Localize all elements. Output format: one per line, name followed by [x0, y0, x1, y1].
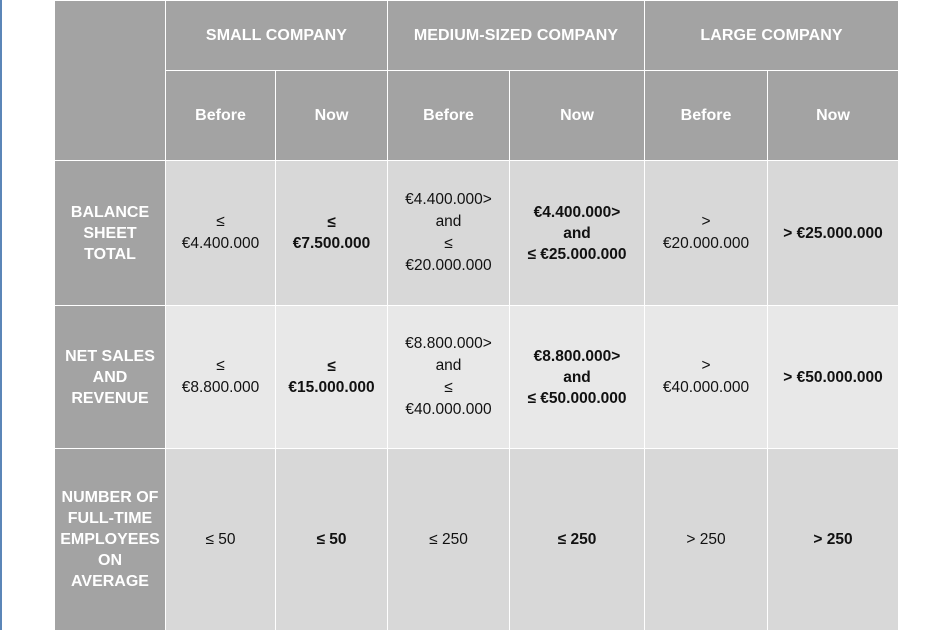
- group-header-large: LARGE COMPANY: [645, 1, 899, 71]
- cell-sales-medium-before: €8.800.000> and ≤ €40.000.000: [388, 306, 510, 449]
- cell-sales-large-now: > €50.000.000: [768, 306, 899, 449]
- subheader-row: [55, 71, 899, 161]
- cell-employees-large-before: > 250: [645, 449, 768, 631]
- row-balance-sheet: [55, 161, 899, 306]
- row-employees: [55, 449, 899, 631]
- row-label-balance-sheet: BALANCE SHEET TOTAL: [55, 161, 166, 306]
- cell-employees-medium-before: ≤ 250: [388, 449, 510, 631]
- cell-employees-medium-now: ≤ 250: [510, 449, 645, 631]
- subheader-medium-now: Now: [510, 71, 645, 161]
- subheader-small-now: Now: [276, 71, 388, 161]
- company-size-table: [54, 0, 899, 631]
- cell-sales-small-before: ≤ €8.800.000: [166, 306, 276, 449]
- cell-balance-large-now: > €25.000.000: [768, 161, 899, 306]
- group-header-small: SMALL COMPANY: [166, 1, 388, 71]
- row-label-net-sales: NET SALES AND REVENUE: [55, 306, 166, 449]
- left-edge-line: [0, 0, 2, 630]
- cell-sales-large-before: > €40.000.000: [645, 306, 768, 449]
- cell-employees-small-before: ≤ 50: [166, 449, 276, 631]
- cell-balance-large-before: > €20.000.000: [645, 161, 768, 306]
- cell-balance-small-before: ≤ €4.400.000: [166, 161, 276, 306]
- cell-employees-small-now: ≤ 50: [276, 449, 388, 631]
- group-header-medium: MEDIUM-SIZED COMPANY: [388, 1, 645, 71]
- subheader-medium-before: Before: [388, 71, 510, 161]
- row-net-sales: [55, 306, 899, 449]
- subheader-large-before: Before: [645, 71, 768, 161]
- row-label-employees: NUMBER OF FULL-TIME EMPLOYEES ON AVERAGE: [55, 449, 166, 631]
- cell-employees-large-now: > 250: [768, 449, 899, 631]
- cell-sales-small-now: ≤ €15.000.000: [276, 306, 388, 449]
- cell-balance-small-now: ≤ €7.500.000: [276, 161, 388, 306]
- group-header-row: [55, 1, 899, 71]
- cell-sales-medium-now: €8.800.000> and ≤ €50.000.000: [510, 306, 645, 449]
- corner-cell: [55, 1, 166, 161]
- subheader-large-now: Now: [768, 71, 899, 161]
- cell-balance-medium-before: €4.400.000> and ≤ €20.000.000: [388, 161, 510, 306]
- subheader-small-before: Before: [166, 71, 276, 161]
- cell-balance-medium-now: €4.400.000> and ≤ €25.000.000: [510, 161, 645, 306]
